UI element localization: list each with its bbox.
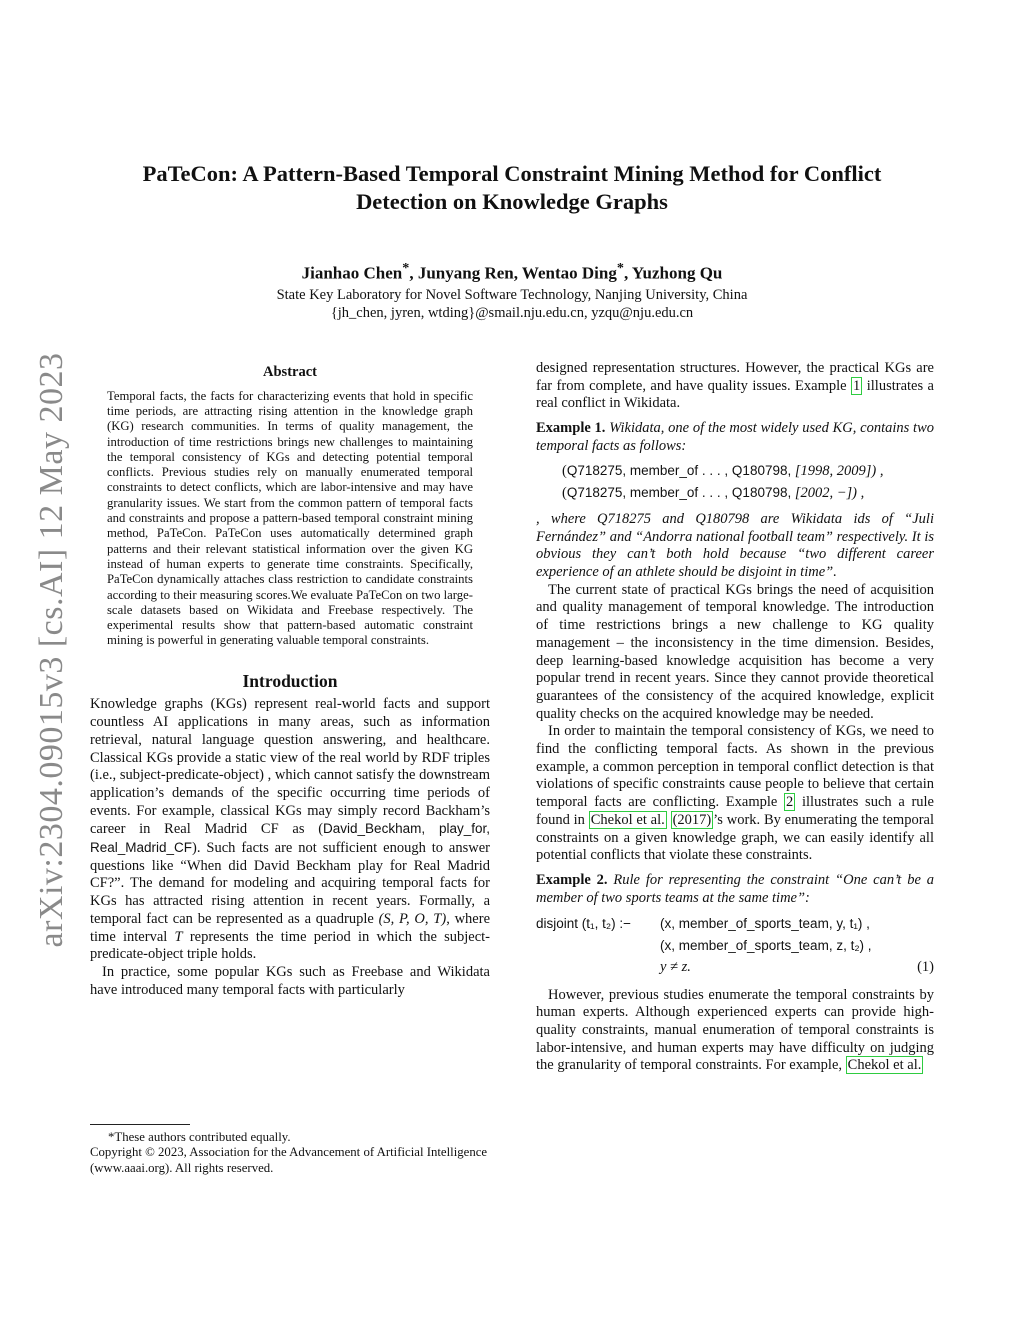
intro-paragraph: Knowledge graphs (KGs) represent real-world facts and support countless AI applications in many areas, such as information retrieval, natural language question answering, and healthcare. Classical KGs provide a static view of the real world by RDF triples (i.e., subject-predicate-object) , which cannot satisfy the downstream application’s demands of the specific occurring time periods of events. For example, classical KGs may simply record Backham’s career in Real Madrid CF as (David_Beckham, play_for, Real_Madrid_CF). Such facts are not sufficient enough to answer questions like “When did David Beckham play for Real Madrid CF?”. The demand for modeling and acquiring temporal facts for KGs has attracted rising attention in recent years. Formally, a temporal fact can be represented as a quadruple (S, P, O, T), where time interval T represents the time period in which the subject-predicate-object triple holds. [90, 696, 491, 963]
example-ref-link[interactable]: 1 [853, 377, 861, 394]
temporal-facts [536, 462, 934, 503]
paper-title: PaTeCon: A Pattern-Based Temporal Constraint Mining Method for Conflict Detection on Knowledge Graphs [142, 161, 882, 214]
author-mark: * [616, 260, 624, 276]
abstract-text: Temporal facts, the facts for characterizing events that hold in specific time periods, are attracting rising attention in the knowledge graph (KG) research communities. In terms of quality management, the introduction of time restrictions brings new challenges to maintaining the temporal consistency of KGs and detecting potential temporal conflicts. Previous studies rely on manually enumerated temporal constraints to detect conflicts, which are labor-intensive and may have granularity issues. We start from the common pattern of temporal facts and constraints and propose a pattern-based temporal constraint mining method, PaTeCon. PaTeCon uses automatically determined graph patterns and their relevant statistical information over the given KG instead of human experts to generate time constraints. Specifically, PaTeCon dynamically attaches class restriction to candidate constraints according to their measuring scores.We evaluate PaTeCon on two large-scale datasets based on Wikidata and Freebase respectively. The experimental results show that pattern-based automatic constraint mining is powerful in generating valuable temporal constraints. [107, 388, 473, 648]
quadruple-math: (S, P, O, T) [378, 910, 447, 927]
example-2: Example 2. Rule for representing the constraint “One can’t be a member of two sports teams at the same time”: [536, 871, 935, 906]
triple-example: David_Beckham, play_for, Real_Madrid_CF [90, 821, 490, 856]
left-column [90, 360, 490, 999]
author-name: Wentao Ding [521, 263, 617, 283]
citation-year-link[interactable]: (2017) [672, 811, 712, 828]
citation-link[interactable]: Chekol et al. [590, 811, 665, 828]
equation-head: disjoint (t₁, t₂) :− [536, 916, 631, 932]
footnote-divider [90, 1124, 190, 1125]
body-paragraph: In order to maintain the temporal consistency of KGs, we need to find the conflicting temporal facts. As shown in the previous example, a common perception in temporal conflict detection is that violations of specific constraints cause people to believe that certain temporal facts are conflicting. Example 2 illustrates such a rule found in Chekol et al. (2017) ’s work. By enumerating the temporal constraints on a given knowledge graph, we can easily identify all potential conflicts that violate these constraints. [536, 723, 934, 864]
example-1-explanation: , where Q718275 and Q180798 are Wikidata ids of “Juli Fernández” and “Andorra national football team” respectively. It is obvious they can’t both hold because “two different career experience of an athlete should be disjoint in time”. [536, 510, 934, 581]
author-mark: * [402, 260, 410, 276]
footnote [90, 1124, 490, 1176]
equation-body: y ≠ z. [660, 958, 691, 975]
author-name: Jianhao Chen [301, 263, 403, 283]
author-name: Junyang Ren [417, 263, 514, 283]
affiliation: State Key Laboratory for Novel Software Technology, Nanjing University, China [276, 287, 748, 303]
example-ref-link[interactable]: 2 [786, 794, 794, 811]
abstract-heading: Abstract [263, 364, 317, 380]
author-list: Jianhao Chen*, Junyang Ren, Wentao Ding*, Yuzhong Qu [301, 260, 723, 283]
body-paragraph: designed representation structures. However, the practical KGs are far from complete, and have quality issues. Example 1 illustrates a real conflict in Wikidata. [536, 360, 934, 412]
rule-equation [536, 913, 934, 978]
equation-body: (x, member_of_sports_team, z, t₂) , [660, 938, 872, 954]
intro-paragraph: In practice, some popular KGs such as Freebase and Wikidata have introduced many temporal facts with particularly [90, 964, 490, 998]
citation-link[interactable]: Chekol et al. [847, 1057, 922, 1074]
equation-number: (1) [917, 958, 934, 975]
copyright-notice: Copyright © 2023, Association for the Advancement of Artificial Intelligence (www.aaai.org). All rights reserved. [90, 1145, 488, 1175]
footnote-equal-contribution: *These authors contributed equally. [108, 1130, 291, 1144]
body-paragraph: The current state of practical KGs brings the need of acquisition and quality management of temporal knowledge. The introduction of time restrictions brings a new challenge to KG quality management – the inconsistency in the time dimension. Besides, deep learning-based knowledge acquisition has become a very popular trend in recent years. Since they cannot provide theoretical guarantees of the consistency of the acquired knowledge, explicit quality checks on the acquired knowledge may be needed. [536, 581, 934, 722]
author-emails: {jh_chen, jyren, wtding}@smail.nju.edu.cn, yzqu@nju.edu.cn [330, 305, 694, 321]
temporal-fact: (Q718275, member_of . . . , Q180798, [1998, 2009]) , [562, 462, 884, 479]
equation-body: (x, member_of_sports_team, y, t₁) , [660, 916, 870, 932]
temporal-fact: (Q718275, member_of . . . , Q180798, [2002, −]) , [562, 485, 865, 502]
right-column [536, 360, 934, 1075]
body-paragraph: However, previous studies enumerate the temporal constraints by human experts. Although experienced experts can provide high-quality constraints, manual enumeration of temporal constraints is labor-intensive, and human experts may have difficulty on judging the granularity of temporal constraints. For example, Chekol et al. [536, 986, 934, 1074]
section-heading-introduction: Introduction [242, 670, 338, 691]
author-name: Yuzhong Qu [631, 263, 723, 283]
example-1: Example 1. Wikidata, one of the most widely used KG, contains two temporal facts as follows: [536, 420, 935, 454]
arxiv-stamp: arXiv:2304.09015v3 [cs.AI] 12 May 2023 [33, 352, 70, 948]
